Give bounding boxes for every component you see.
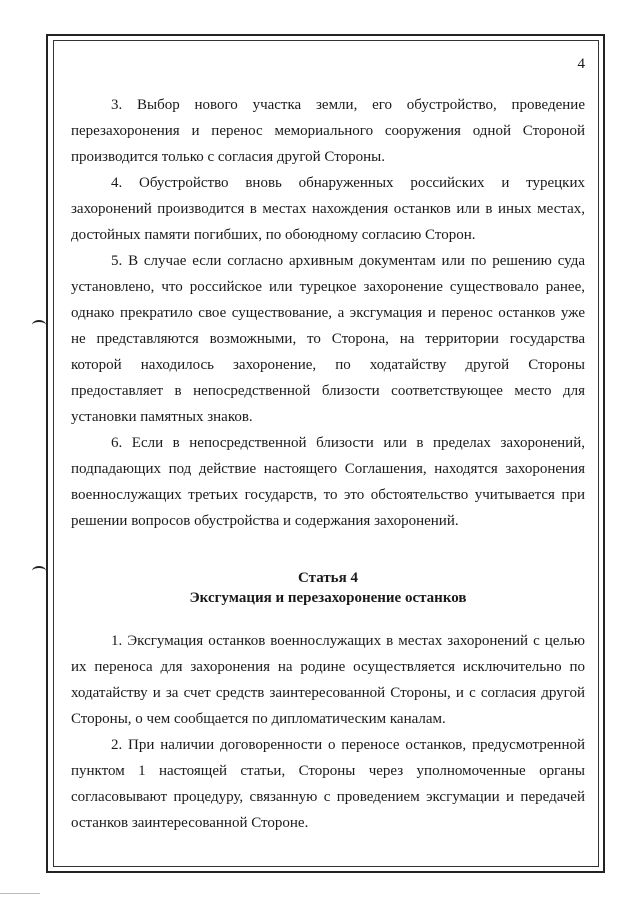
article-title: Эксгумация и перезахоронение останков (189, 590, 467, 606)
paragraph-5: 5. В случае если согласно архивным документам или по решению суда установлено, что российское или турецкое захоронение существовало ранее, однако прекратило свое существование, а эксгумация и перенос останков уже не представляются возможными, то Сторона, на территории государства которой находилось захоронение, по ходатайству другой Стороны предоставляет в непосредственной близости соответствующее место для установки памятных знаков. (71, 253, 585, 425)
article-4-paragraph-1: 1. Эксгумация останков военнослужащих в местах захоронений с целью их переноса для захоронения на родине осуществляется исключительно по ходатайству и за счет средств заинтересованной Стороны, и с согласия другой Стороны, о чем сообщается по дипломатическим каналам. (71, 633, 585, 727)
binder-hole-mark (32, 320, 46, 330)
article-heading (71, 568, 585, 608)
scan-edge-mark (0, 893, 40, 894)
article-4-paragraph-2: 2. При наличии договоренности о переносе останков, предусмотренной пунктом 1 настоящей статьи, Стороны через уполномоченные органы согласовывают процедуру, связанную с проведением эксгумации и передачей останков заинтересованной Стороне. (71, 737, 585, 831)
page-number: 4 (577, 56, 585, 72)
paragraph-3: 3. Выбор нового участка земли, его обустройство, проведение перезахоронения и перенос мемориального сооружения одной Стороной производится только с согласия другой Стороны. (71, 97, 585, 165)
paragraph-4: 4. Обустройство вновь обнаруженных российских и турецких захоронений производится в местах нахождения останков или в иных местах, достойных памяти погибших, по обоюдному согласию Сторон. (71, 175, 585, 243)
binder-hole-mark (32, 566, 46, 576)
article-number: Статья 4 (298, 570, 358, 586)
paragraph-6: 6. Если в непосредственной близости или в пределах захоронений, подпадающих под действие настоящего Соглашения, находятся захоронения военнослужащих третьих государств, то это обстоятельство учитывается при решении вопросов обустройства и содержания захоронений. (71, 435, 585, 529)
document-body (71, 54, 585, 836)
